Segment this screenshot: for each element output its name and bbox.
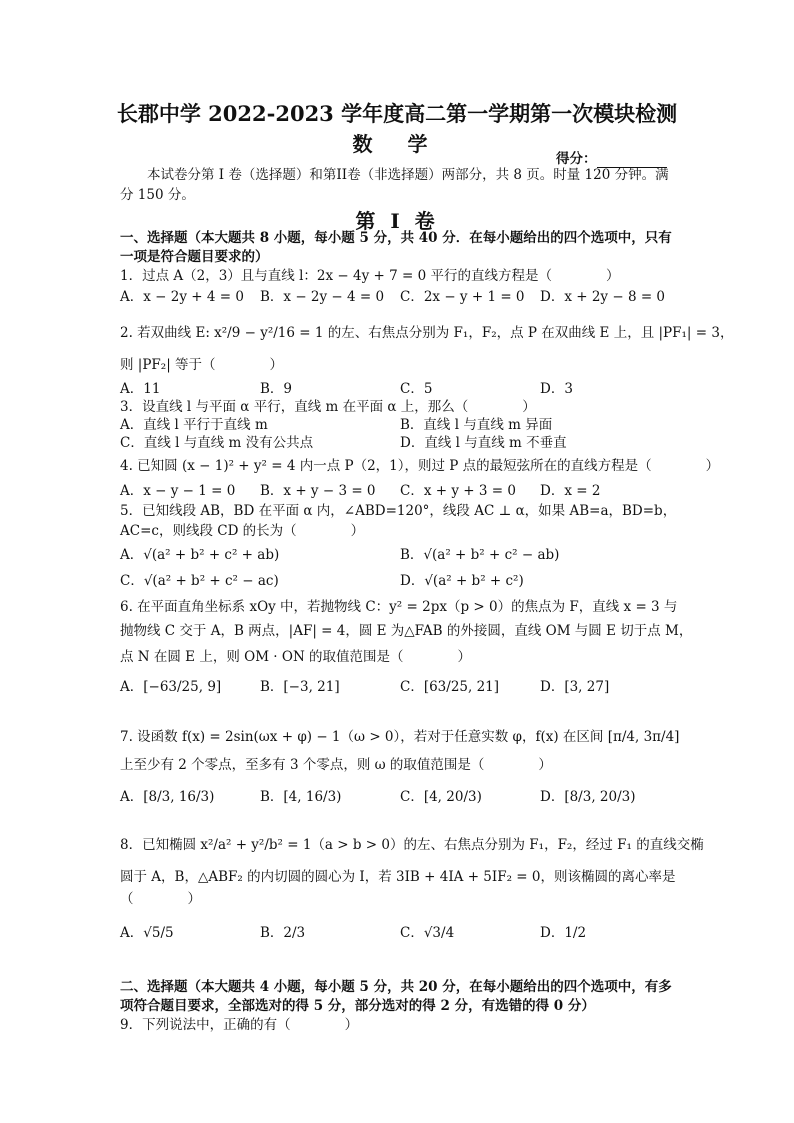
q2-option-d: D．3 [540,381,573,397]
q3-option-b: B．直线 l 与直线 m 异面 [400,417,553,433]
part1-heading-line1: 一、选择题（本大题共 8 小题，每小题 5 分，共 40 分．在每小题给出的四个选项中，只有 [120,230,672,246]
q5-option-d: D．√(a² + b² + c²) [400,573,524,589]
q5-option-c: C．√(a² + b² + c² − ac) [120,573,279,589]
q1-option-a: A．x − 2y + 4 = 0 [120,289,244,305]
q2-stem-2: 则 |PF₂| 等于（ ） [120,357,284,373]
q4-option-d: D．x = 2 [540,483,601,499]
q1-stem: 1．过点 A（2，3）且与直线 l：2x − 4y + 7 = 0 平行的直线方程是（ ） [120,268,620,284]
q2-option-c: C．5 [400,381,433,397]
intro-line-2: 分 150 分。 [120,187,195,203]
q6-stem: 6. 在平面直角坐标系 xOy 中，若抛物线 C：y² = 2px（p > 0）的焦点为 F，直线 x = 3 与 [120,599,678,615]
q1-option-c: C．2x − y + 1 = 0 [400,289,525,305]
q5-option-b: B．√(a² + b² + c² − ab) [400,547,560,563]
part1-heading-line2: 一项是符合题目要求的） [120,249,269,265]
q6-option-b: B．[−3, 21] [260,679,340,695]
part2-heading-line1: 二、选择题（本大题共 4 小题，每小题 5 分，共 20 分，在每小题给出的四个选项中，有多 [120,979,672,995]
section-title: 第 I 卷 [355,209,439,233]
q6-stem-2: 抛物线 C 交于 A，B 两点，|AF| = 4，圆 E 为△FAB 的外接圆，直线 OM 与圆 E 切于点 M， [120,623,693,639]
subject-title: 数 学 [352,132,442,156]
q3-option-a: A．直线 l 平行于直线 m [120,417,268,433]
q6-option-a: A．[−63/25, 9] [120,679,222,695]
intro-line-1: 本试卷分第 I 卷（选择题）和第II卷（非选择题）两部分，共 8 页。时量 120 分钟。满 [147,167,669,183]
q8-stem-2: 圆于 A，B，△ABF₂ 的内切圆的圆心为 I，若 3IB + 4IA + 5IF₂ = 0，则该椭圆的离心率是 [120,869,676,885]
q1-option-b: B．x − 2y − 4 = 0 [260,289,385,305]
exam-title: 长郡中学 2022-2023 学年度高二第一学期第一次模块检测 [116,101,678,126]
part2-heading-line2: 项符合题目要求，全部选对的得 5 分，部分选对的得 2 分，有选错的得 0 分） [120,998,595,1014]
q8-stem-3: （ ） [120,891,201,907]
q8-option-a: A．√5/5 [120,925,174,941]
q8-stem: 8．已知椭圆 x²/a² + y²/b² = 1（a > b > 0）的左、右焦点分别为 F₁，F₂，经过 F₁ 的直线交椭 [120,837,704,853]
q5-option-a: A．√(a² + b² + c² + ab) [120,547,280,563]
q6-option-d: D．[3, 27] [540,679,610,695]
q4-stem: 4. 已知圆 (x − 1)² + y² = 4 内一点 P（2，1），则过 P 点的最短弦所在的直线方程是（ ） [120,458,720,474]
q9-stem: 9．下列说法中，正确的有（ ） [120,1017,359,1033]
q6-option-c: C．[63/25, 21] [400,679,500,695]
q7-option-a: A．[8/3, 16/3) [120,789,215,805]
q5-stem: 5．已知线段 AB，BD 在平面 α 内，∠ABD=120°，线段 AC ⊥ α，如果 AB=a，BD=b， [120,503,677,519]
q4-option-a: A．x − y − 1 = 0 [120,483,236,499]
q8-option-b: B．2/3 [260,925,306,941]
q4-option-b: B．x + y − 3 = 0 [260,483,376,499]
q8-option-d: D．1/2 [540,925,587,941]
q7-option-b: B．[4, 16/3) [260,789,342,805]
q3-stem: 3．设直线 l 与平面 α 平行，直线 m 在平面 α 上，那么（ ） [120,399,536,415]
q8-option-c: C．√3/4 [400,925,455,941]
q6-stem-3: 点 N 在圆 E 上，则 OM · ON 的取值范围是（ ） [120,649,472,665]
q2-stem: 2. 若双曲线 E: x²/9 − y²/16 = 1 的左、右焦点分别为 F₁，F₂，点 P 在双曲线 E 上，且 |PF₁| = 3， [120,325,734,341]
score-label: 得分： [556,151,597,167]
q1-option-d: D．x + 2y − 8 = 0 [540,289,666,305]
q7-stem-2: 上至少有 2 个零点，至多有 3 个零点，则 ω 的取值范围是（ ） [120,757,552,773]
q7-stem: 7. 设函数 f(x) = 2sin(ωx + φ) − 1（ω > 0），若对于任意实数 φ，f(x) 在区间 [π/4, 3π/4] [120,729,680,745]
q2-option-a: A．11 [120,381,161,397]
q3-option-d: D．直线 l 与直线 m 不垂直 [400,435,567,451]
q2-option-b: B．9 [260,381,293,397]
q3-option-c: C．直线 l 与直线 m 没有公共点 [120,435,314,451]
q7-option-d: D．[8/3, 20/3) [540,789,636,805]
q4-option-c: C．x + y + 3 = 0 [400,483,516,499]
q5-stem-2: AC=c，则线段 CD 的长为（ ） [120,523,365,539]
q7-option-c: C．[4, 20/3) [400,789,482,805]
